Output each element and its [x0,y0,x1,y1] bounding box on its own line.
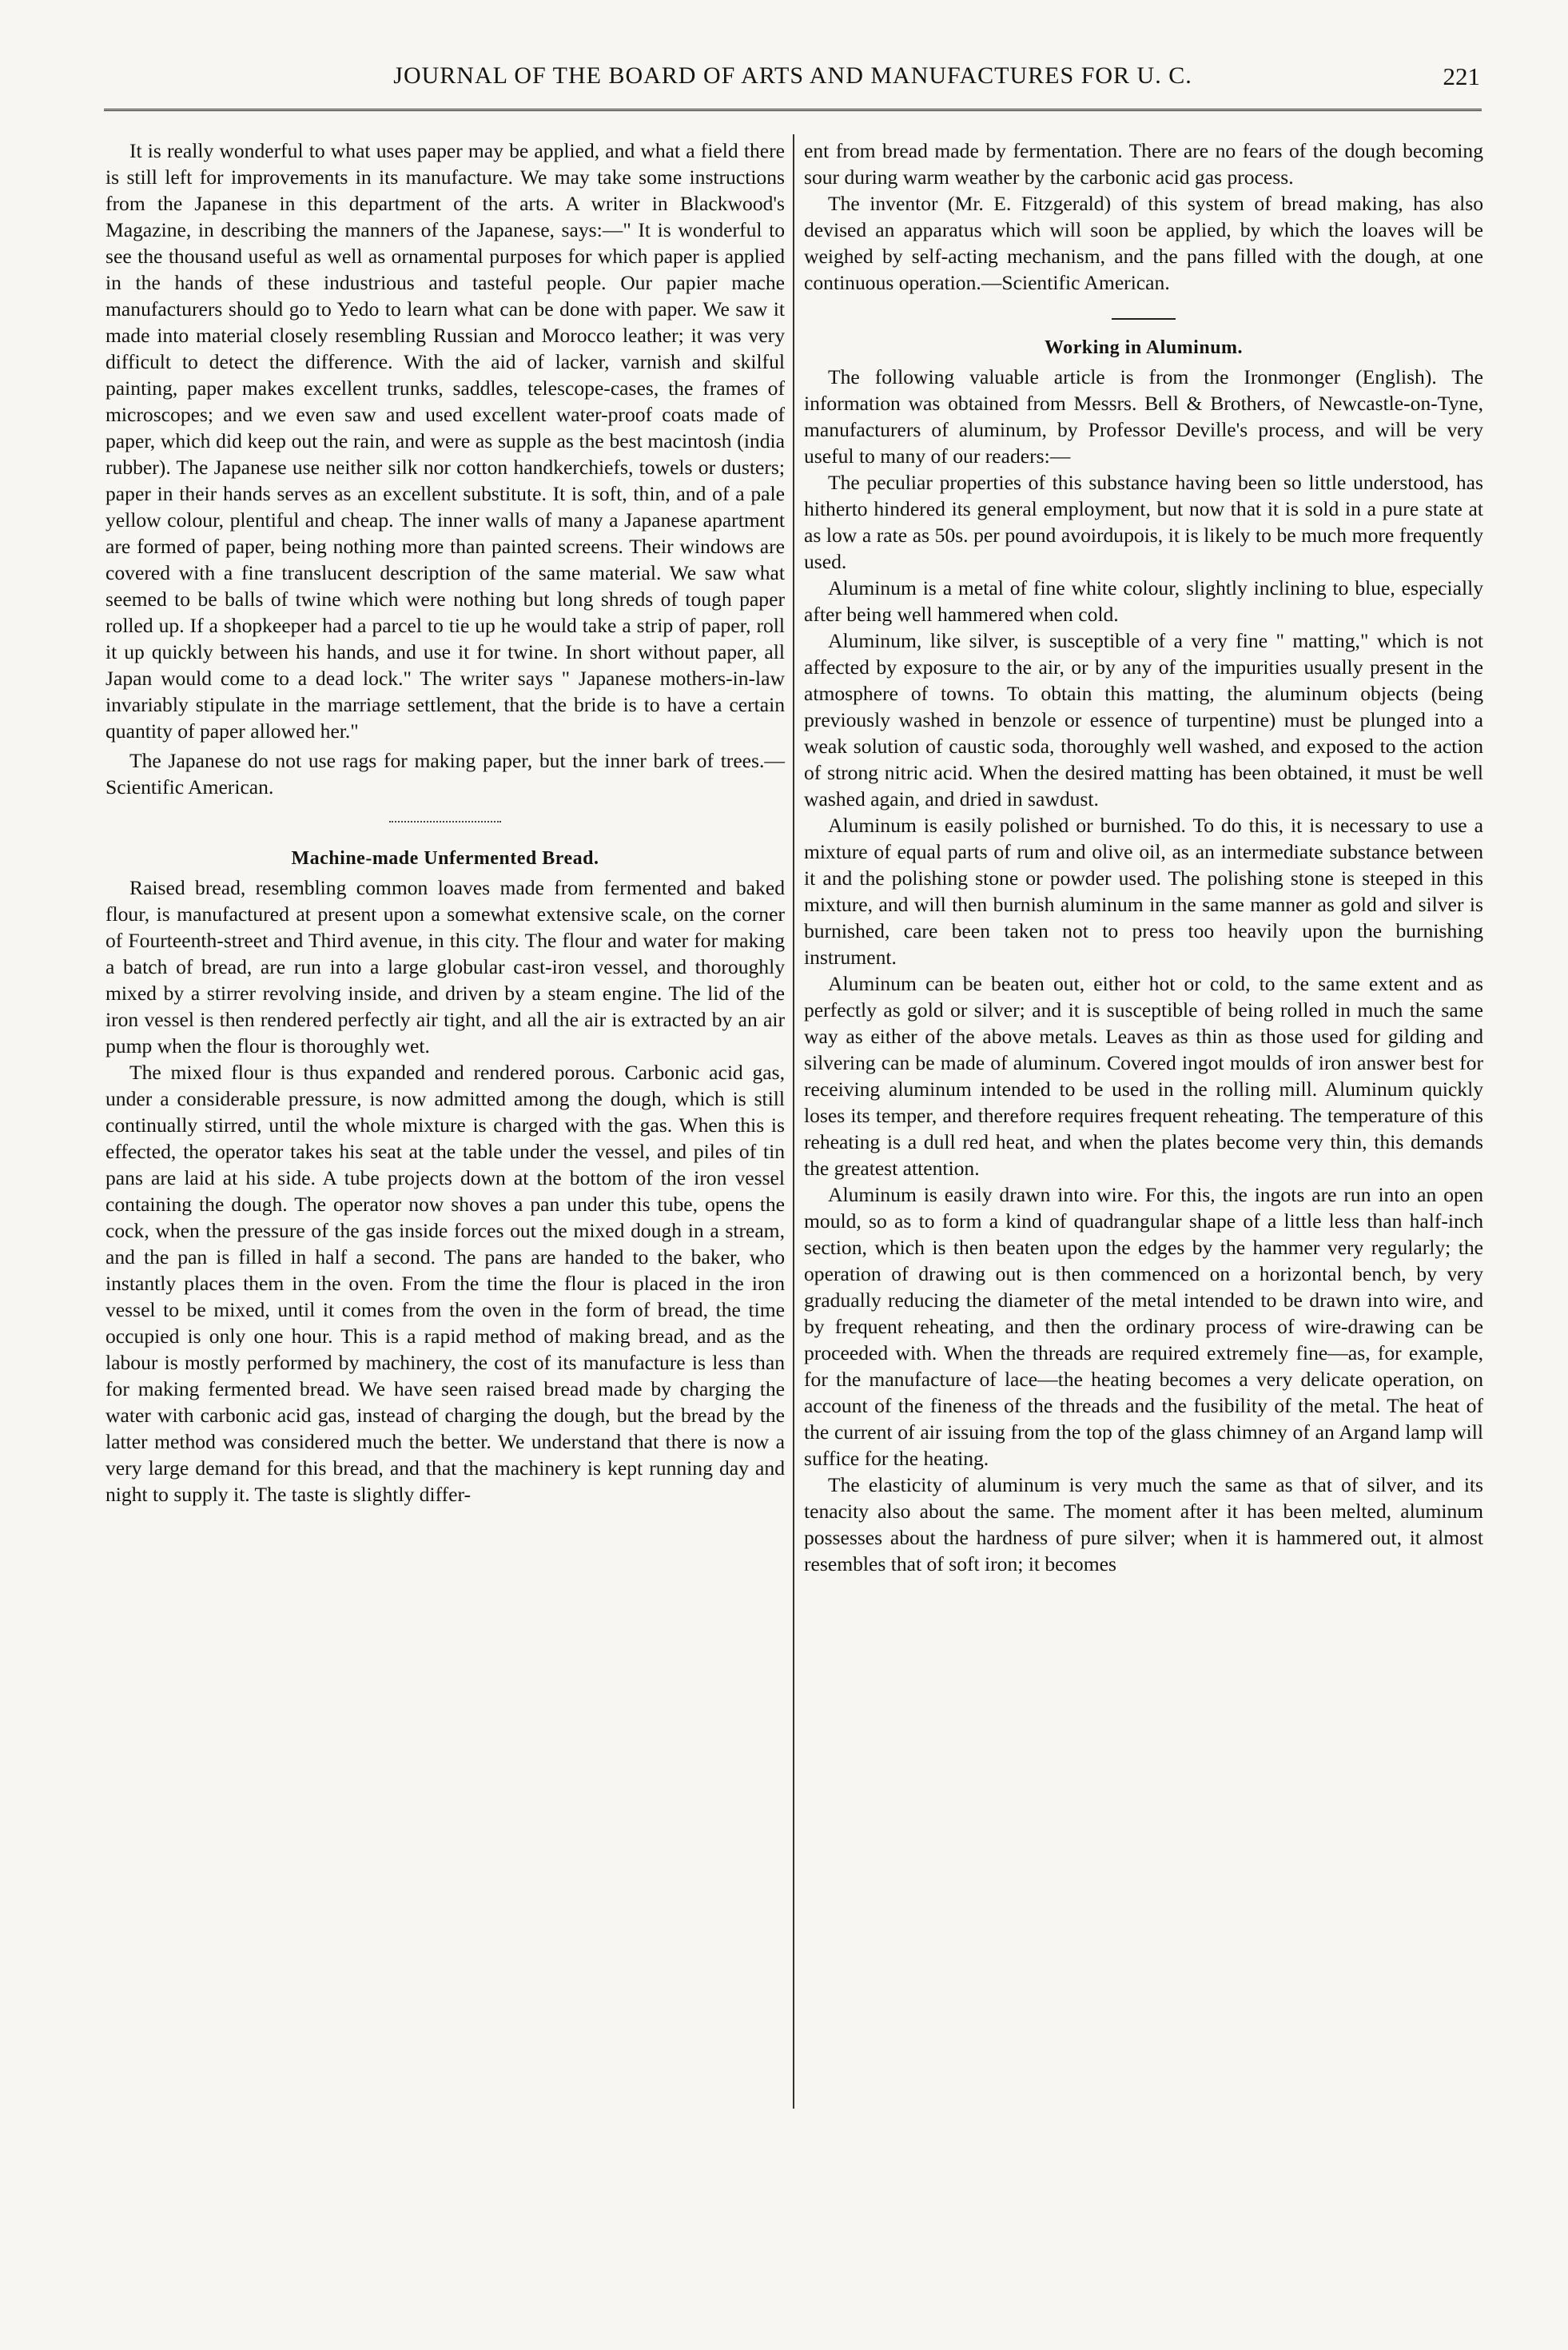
aluminum-paragraph-5: Aluminum is easily polished or burnished. To do this, it is necessary to use a mixture of equal parts of rum and olive oil, as an intermediate substance between it and the polishing stone or powder used. The polishing stone is steeped in this mixture, and will then burnish aluminum in the same manner as gold and silver is burnished, care been taken not to press too heavily upon the burnishing instrument. [804,814,1483,969]
bread-article-title: Machine-made Unfermented Bread. [291,848,599,869]
aluminum-paragraph-6: Aluminum can be beaten out, either hot or cold, to the same extent and as perfectly as gold or silver; and it is susceptible of being rolled in much the same way as either of the above metals. Leaves as thin as those used for gilding and silvering can be made of aluminum. Covered ingot moulds of iron answer best for receiving aluminum intended to be used in the rolling mill. Aluminum quickly loses its temper, and therefore requires frequent reheating. The temperature of this reheating is a dull red heat, and when the plates become very thin, this demands the greatest attention. [804,972,1483,1180]
paper-article [105,137,785,800]
aluminum-article-title: Working in Aluminum. [1044,337,1244,358]
header-rule [104,109,1482,111]
right-column [804,137,1483,1577]
aluminum-article [804,337,1483,1577]
page-number: 221 [1443,62,1480,90]
column-divider [793,134,794,2109]
aluminum-paragraph-4: Aluminum, like silver, is susceptible of a very fine " matting," which is not affected by exposure to the air, or by any of the impurities usually present in the atmosphere of towns. To obtain this matting, the aluminum objects (being previously washed in benzole or essence of turpentine) must be plunged into a weak solution of caustic soda, thoroughly well washed, and exposed to the action of strong nitric acid. When the desired matting has been obtained, it must be well washed again, and dried in sawdust. [804,629,1483,811]
page-header [105,62,1480,104]
bread-continuation: ent from bread made by fermentation. There are no fears of the dough becoming sour during warm weather by the carbonic acid gas process. [804,139,1483,189]
bread-article [105,848,785,1508]
aluminum-paragraph-1: The following valuable article is from the Ironmonger (English). The information was obtained from Messrs. Bell & Brothers, of Newcastle-on-Tyne, manufacturers of aluminum, by Professor Deville's process, and will be very useful to many of our readers:— [804,365,1483,468]
bread-paragraph-2: The mixed flour is thus expanded and rendered porous. Carbonic acid gas, under a considerable pressure, is now admitted among the dough, which is still continually stirred, until the whole mixture is charged with the gas. When this is effected, the operator takes his seat at the table under the vessel, and piles of tin pans are laid at his side. A tube projects down at the bottom of the iron vessel containing the dough. The operator now shoves a pan under this tube, opens the cock, when the pressure of the gas inside forces out the mixed dough in a stream, and the pan is filled in half a second. The pans are handed to the baker, who instantly places them in the oven. From the time the flour is placed in the iron vessel to be mixed, until it comes from the oven in the form of bread, the time occupied is only one hour. This is a rapid method of making bread, and as the labour is mostly performed by machinery, the cost of its manufacture is less than for making fermented bread. We have seen raised bread made by charging the water with carbonic acid gas, instead of charging the dough, but the bread by the latter method was considered much the better. We understand that there is now a very large demand for this bread, and that the machinery is kept running day and night to supply it. The taste is slightly differ- [105,1061,785,1506]
bread-paragraph-1: Raised bread, resembling common loaves made from fermented and baked flour, is manufactured at present upon a somewhat extensive scale, on the corner of Fourteenth-street and Third avenue, in this city. The flour and water for making a batch of bread, are run into a large globular cast-iron vessel, and thoroughly mixed by a stirrer revolving inside, and driven by a steam engine. The lid of the iron vessel is then rendered perfectly air tight, and all the air is extracted by an air pump when the flour is thoroughly wet. [105,876,785,1058]
aluminum-paragraph-2: The peculiar properties of this substance having been so little understood, has hitherto hindered its general employment, but now that it is sold in a pure state at as low a rate as 50s. per pound avoirdupois, it is likely to be much more frequently used. [804,471,1483,573]
spacer [804,320,1483,337]
running-head: JOURNAL OF THE BOARD OF ARTS AND MANUFACTURES FOR U. C. [393,62,1192,89]
bread-inventor-paragraph: The inventor (Mr. E. Fitzgerald) of this system of bread making, has also devised an apparatus which will soon be applied, by which the loaves will be weighed by self-acting mechanism, and the pans filled with the dough, at one continuous operation.—Scientific American. [804,192,1483,294]
aluminum-paragraph-8: The elasticity of aluminum is very much the same as that of silver, and its tenacity also about the same. The moment after it has been melted, aluminum possesses about the hardness of pure silver; when it is hammered out, it almost resembles that of soft iron; it becomes [804,1473,1483,1575]
paper-paragraph-1: It is really wonderful to what uses paper may be applied, and what a field there is still left for improvements in its manufacture. We may take some instructions from the Japanese in this department of the arts. A writer in Blackwood's Magazine, in describing the manners of the Japanese, says:—" It is wonderful to see the thousand useful as well as ornamental purposes for which paper is applied in the hands of these industrious and tasteful people. Our papier mache manufacturers should go to Yedo to learn what can be done with paper. We saw it made into material closely resembling Russian and Morocco leather; it was very difficult to detect the difference. With the aid of lacker, varnish and skilful painting, paper makes excellent trunks, saddles, telescope-cases, the frames of microscopes; and we even saw and used excellent water-proof coats made of paper, which did keep out the rain, and were as supple as the best macintosh (india rubber). The Japanese use neither silk nor cotton handkerchiefs, towels or dusters; paper in their hands serves as an excellent substitute. It is soft, thin, and of a pale yellow colour, plentiful and cheap. The inner walls of many a Japanese apartment are formed of paper, being nothing more than painted screens. Their windows are covered with a fine translucent description of the same material. We saw what seemed to be balls of twine which were nothing but long shreds of tough paper rolled up. If a shopkeeper had a parcel to tie up he would take a strip of paper, roll it up quickly between his hands, and use it for twine. In short without paper, all Japan would come to a dead lock." The writer says " Japanese mothers-in-law invariably stipulate in the marriage settlement, that the bride is to have a certain quantity of paper allowed her." [105,139,785,743]
spacer [804,296,1483,318]
spacer [105,822,785,848]
left-column [105,137,785,1508]
bread-article-continued [804,137,1483,296]
aluminum-paragraph-3: Aluminum is a metal of fine white colour, slightly inclining to blue, especially after being well hammered when cold. [804,576,1483,626]
spacer [105,800,785,821]
paper-paragraph-2: The Japanese do not use rags for making paper, but the inner bark of trees.—Scientific American. [105,749,785,799]
aluminum-paragraph-7: Aluminum is easily drawn into wire. For this, the ingots are run into an open mould, so as to form a kind of quadrangular shape of a little less than half-inch section, which is then beaten upon the edges by the hammer very regularly; the operation of drawing out is then commenced on a horizontal bench, by very gradually reducing the diameter of the metal intended to be drawn into wire, and by frequent reheating, and then the ordinary process of wire-drawing can be proceeded with. When the threads are required extremely fine—as, for example, for the manufacture of lace—the heating becomes a very delicate operation, on account of the fineness of the threads and the fusibility of the metal. The heat of the current of air issuing from the top of the glass chimney of an Argand lamp will suffice for the heating. [804,1183,1483,1470]
